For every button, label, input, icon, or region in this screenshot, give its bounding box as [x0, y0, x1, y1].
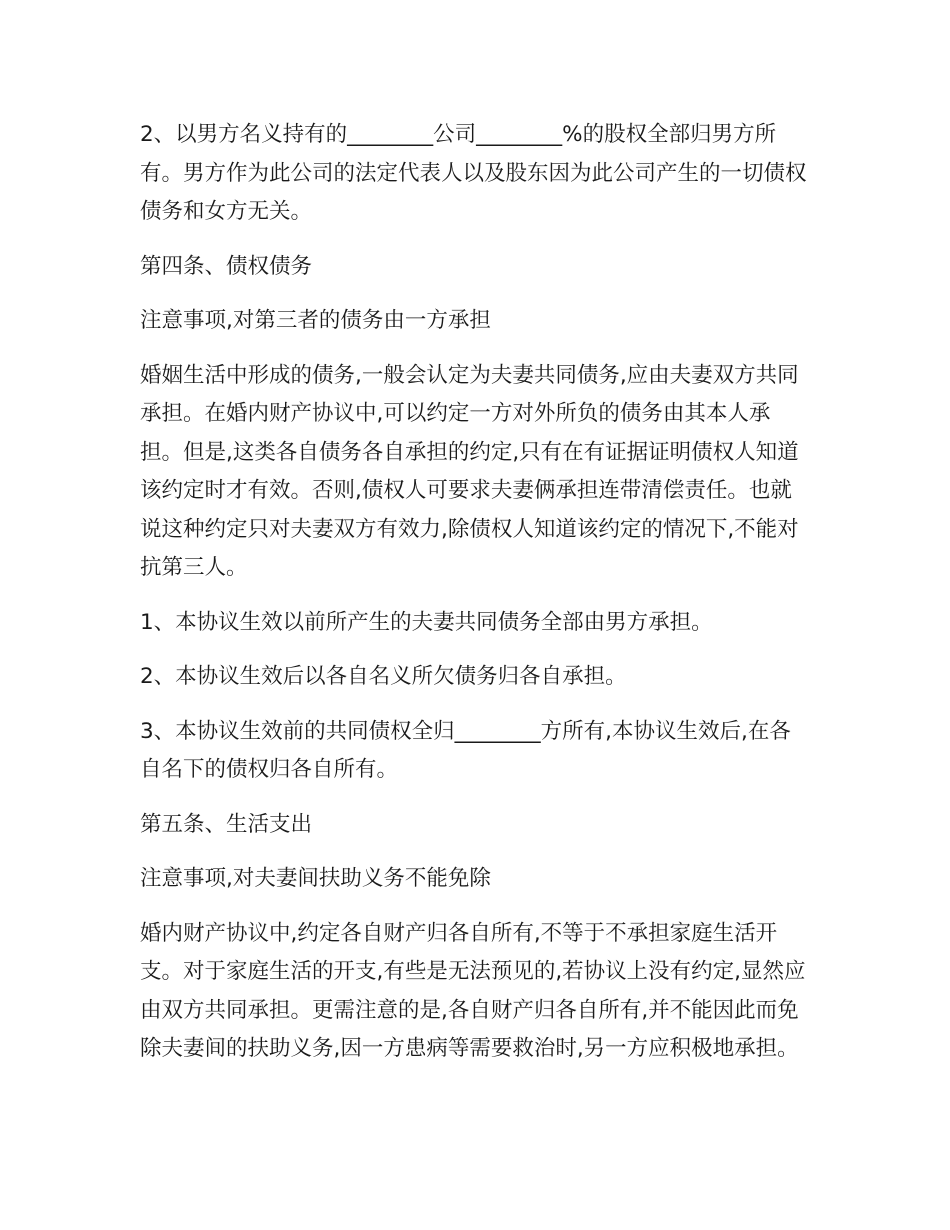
article-4-heading: 第四条、债权债务 — [140, 253, 313, 279]
article-5-explanation: 婚内财产协议中,约定各自财产归各自所有,不等于不承担家庭生活开支。对于家庭生活的开支,有些是无法预见的,若协议上没有约定,显然应由双方共同承担。更需注意的是,各自财产归各自所有,并不能因此而免除夫妻间的扶助义务,因一方患病等需要救治时,另一方应积极地承担。 — [140, 920, 806, 1061]
debt-clause-2: 2、本协议生效后以各自名义所欠债务归各自承担。 — [140, 664, 627, 689]
article-5-note: 注意事项,对夫妻间扶助义务不能免除 — [140, 866, 491, 891]
article-5-heading: 第五条、生活支出 — [140, 811, 313, 837]
paragraph-equity-clause: 2、以男方名义持有的________公司________%的股权全部归男方所有。男方作为此公司的法定代表人以及股东因为此公司产生的一切债权债务和女方无关。 — [140, 122, 807, 224]
document-page — [140, 116, 812, 1085]
debt-clause-3: 3、本协议生效前的共同债权全归________方所有,本协议生效后,在各自名下的债权归各自所有。 — [140, 718, 791, 782]
article-4-explanation: 婚姻生活中形成的债务,一般会认定为夫妻共同债务,应由夫妻双方共同承担。在婚内财产协议中,可以约定一方对外所负的债务由其本人承担。但是,这类各自债务各自承担的约定,只有在有证据证明债权人知道该约定时才有效。否则,债权人可要求夫妻俩承担连带清偿责任。也就说这种约定只对夫妻双方有效力,除债权人知道该约定的情况下,不能对抗第三人。 — [140, 362, 799, 580]
debt-clause-1: 1、本协议生效以前所产生的夫妻共同债务全部由男方承担。 — [140, 609, 713, 635]
article-4-note: 注意事项,对第三者的债务由一方承担 — [140, 308, 491, 333]
